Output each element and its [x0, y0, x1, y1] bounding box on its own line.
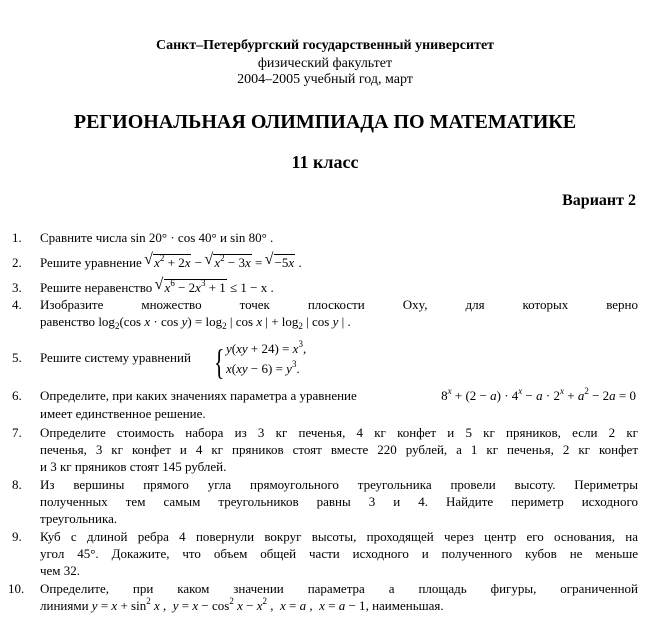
problem-number: 3.	[12, 280, 22, 295]
problem-text: .	[267, 280, 274, 295]
problem-number: 8.	[12, 477, 22, 492]
problem-text: .	[266, 230, 274, 245]
problem-text: треугольника.	[40, 511, 118, 526]
problem-text: Из вершины прямого угла прямоугольного треугольника провели высоту. Периметры	[40, 477, 638, 492]
math-expression: sin 80°	[230, 230, 267, 245]
problem-text: , наименьшая.	[365, 598, 444, 613]
problem-text: и	[216, 230, 231, 245]
math-expression: √ $x^6 - 2x^3 + 1$	[156, 280, 227, 295]
problem-number: 9.	[12, 529, 22, 544]
problem-text: угол 45°. Докажите, что объем общей части исходного и полученного кубов не меньше	[40, 546, 638, 561]
university-name: Санкт–Петербургский государственный университет	[155, 38, 495, 53]
problem-text: Решите неравенство	[40, 280, 156, 295]
problem-text: Решите систему уравнений	[40, 350, 191, 365]
grade-label: 11 класс	[291, 152, 359, 172]
academic-year: 2004–2005 учебный год, март	[237, 72, 413, 87]
problem-text: Определите стоимость набора из 3 кг печенья, 4 кг конфет и 5 кг пряников, если 2 кг	[40, 425, 638, 440]
problem-text: полученных тем самым треугольников равны 3 и 4. Найдите периметр исходного	[40, 494, 638, 509]
problem-text: и 3 кг пряников стоят 145 рублей.	[40, 459, 227, 474]
problem-text: Сравните числа	[40, 230, 131, 245]
problem-text: равенство	[40, 314, 99, 329]
problem-number: 6.	[12, 388, 22, 403]
problem-number: 1.	[12, 230, 22, 245]
problem-text: чем 32.	[40, 563, 81, 578]
faculty-name: физический факультет	[257, 56, 393, 71]
problem-text: .	[295, 255, 302, 270]
problem-text: Определите, при каком значении параметра a площадь фигуры, ограниченной	[40, 581, 638, 596]
problem-text: Решите уравнение	[40, 255, 146, 270]
problem-text: печенья, 3 кг конфет и 4 кг пряников стоят вместе 220 рублей, а 1 кг печенья, 2 кг конфет	[40, 442, 638, 457]
variant-label: Вариант 2	[562, 192, 636, 209]
problem-text: Куб с длиной ребра 4 повернули вокруг высоты, проходящей через центр его основания, на	[40, 529, 638, 544]
math-expression: $8^x + (2 - a) \cdot 4^x - a \cdot 2^x + a^2 - 2a = 0$	[441, 386, 636, 403]
system-equation-2: $x(xy - 6) = y^3$.	[226, 359, 300, 376]
problem-number: 10.	[8, 581, 25, 596]
problem-number: 2.	[12, 255, 22, 270]
problem-text: имеет единственное решение.	[40, 406, 206, 421]
problem-text: линиями	[40, 598, 92, 613]
math-expression: $\log_2(\cos$ $x \cdot \cos y) = \log_2$ | cos x | + $\log_2$ | cos y |	[98, 314, 345, 331]
problem-text: .	[344, 314, 351, 329]
problem-number: 7.	[12, 425, 22, 440]
math-expression: √ $x^2 + 2x$ − √ $x^2 - 3x$ = √ −5x	[145, 255, 295, 270]
math-expression: sin 20° · cos 40°	[130, 230, 217, 245]
brace-glyph: {	[214, 342, 225, 382]
problem-number: 4.	[12, 297, 22, 312]
problem-number: 5.	[12, 350, 22, 365]
math-expression: ≤ 1 − x	[226, 280, 268, 295]
page-title: РЕГИОНАЛЬНАЯ ОЛИМПИАДА ПО МАТЕМАТИКЕ	[73, 111, 577, 133]
system-equation-1: $y(xy + 24) = x^3$,	[226, 339, 307, 356]
math-expression: $y = x + \sin^2 x$ , $y = x - \cos^2 x - x^2$ , x = a , x = a − 1	[91, 596, 366, 613]
problem-text: Определите, при каких значениях параметра a уравнение	[40, 388, 357, 403]
problem-text: Изобразите множество точек плоскости Oxy, для которых верно	[40, 297, 638, 312]
